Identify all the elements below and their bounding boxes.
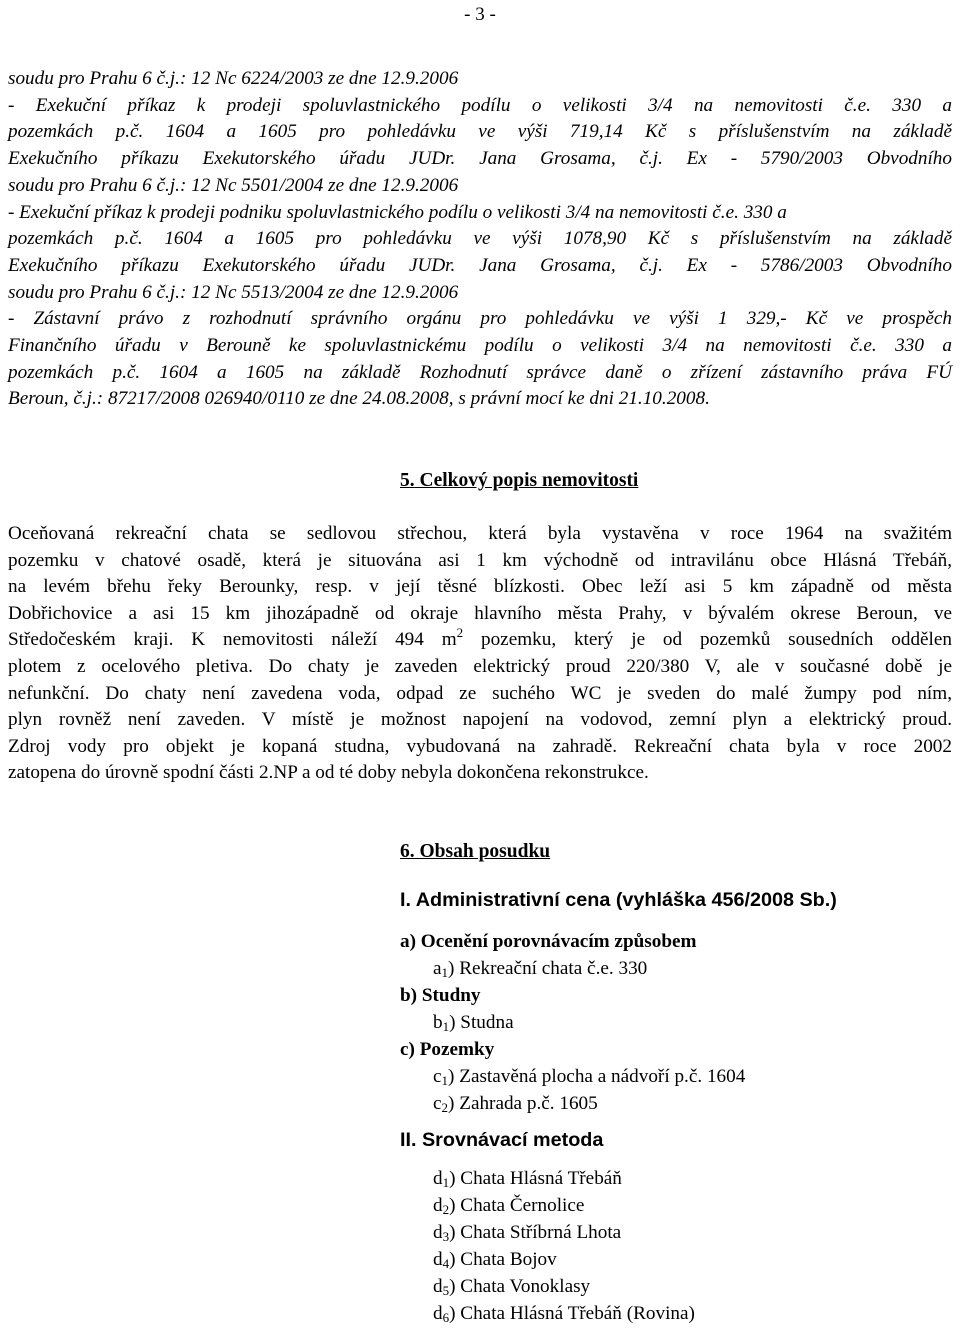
item-index: 1 [442,1019,450,1034]
list-item [400,1300,695,1327]
item-letter: d [433,1168,443,1189]
item-letter: c [433,1066,442,1087]
group-heading: b) Studny [400,985,481,1006]
item-index: 2 [442,1202,450,1217]
list-item [400,955,745,982]
item-index: 2 [441,1100,449,1115]
legal-line: - Exekuční příkaz k prodeji spoluvlastnického podílu o velikosti 3/4 na nemovitosti č.e. 330 a [8,94,952,116]
legal-line: soudu pro Prahu 6 č.j.: 12 Nc 6224/2003 ze dne 12.9.2006 [8,68,459,89]
item-text: ) Chata Hlásná Třebáň (Rovina) [449,1303,695,1324]
part-one-heading: I. Administrativní cena (vyhláška 456/2008 Sb.) [400,889,837,911]
legal-line: - Exekuční příkaz k prodeji podniku spoluvlastnického podílu o velikosti 3/4 na nemovitosti č.e. 330 a [8,201,787,223]
description-line: Dobřichovice a asi 15 km jihozápadně od okraje hlavního města Prahy, v bývalém okrese Beroun, ve [8,602,952,624]
description-line: Oceňovaná rekreační chata se sedlovou střechou, která byla vystavěna v roce 1964 na svažitém [8,523,952,544]
list-item [400,1219,695,1246]
item-text: ) Chata Bojov [449,1249,557,1270]
description-line: pozemku v chatové osadě, která je situována asi 1 km východně od intravilánu obce Hlásná Třebáň, [8,549,952,571]
item-index: 4 [442,1256,450,1271]
item-index: 5 [442,1283,450,1298]
group-heading: a) Ocenění porovnávacím způsobem [400,931,697,952]
list-item [400,1246,695,1273]
legal-line: pozemkách p.č. 1604 a 1605 pro pohledávku ve výši 719,14 Kč s příslušenstvím na základě [8,121,952,143]
list-item [400,1090,745,1117]
legal-line: Exekučního příkazu Exekutorského úřadu JUDr. Jana Grosama, č.j. Ex - 5786/2003 Obvodního [8,254,952,276]
item-letter: d [433,1222,443,1243]
description-line [8,627,952,654]
item-index: 1 [441,1073,449,1088]
item-letter: b [433,1012,443,1033]
area-unit-superscript: 2 [456,625,464,641]
legal-line: Finančního úřadu v Berouně ke spoluvlastnickému podílu o velikosti 3/4 na nemovitosti č.e. 330 a [8,335,952,357]
legal-line: - Zástavní právo z rozhodnutí správního orgánu pro pohledávku ve výši 1 329,- Kč ve prospěch [8,308,952,330]
item-index: 1 [441,965,449,980]
item-text: ) Zahrada p.č. 1605 [448,1093,598,1114]
property-description [8,521,952,787]
list-item [400,1063,745,1090]
list-item [400,1273,695,1300]
legal-line: pozemkách p.č. 1604 a 1605 pro pohledávku ve výši 1078,90 Kč s příslušenstvím na základě [8,228,952,250]
list-item [400,1165,695,1192]
legal-line: soudu pro Prahu 6 č.j.: 12 Nc 5501/2004 ze dne 12.9.2006 [8,174,459,196]
item-index: 6 [442,1310,450,1325]
area-text: Středočeském kraji. K nemovitosti náleží 494 m [8,629,457,651]
item-letter: d [433,1249,443,1270]
list-item [400,1009,745,1036]
part-two-heading: II. Srovnávací metoda [400,1129,604,1151]
page-number: - 3 - [464,4,496,25]
item-letter: d [433,1303,443,1324]
item-text: ) Zastavěná plocha a nádvoří p.č. 1604 [448,1066,746,1087]
section-5-heading [400,470,638,492]
legal-line: pozemkách p.č. 1604 a 1605 na základě Rozhodnutí správce daně o zřízení zástavního práva FÚ [8,361,952,383]
part-one-list [400,928,745,1117]
item-text: ) Chata Hlásná Třebáň [449,1168,622,1189]
description-line: zatopena do úrovně spodní části 2.NP a od té doby nebyla dokončena rekonstrukce. [8,762,649,784]
legal-line: soudu pro Prahu 6 č.j.: 12 Nc 5513/2004 ze dne 12.9.2006 [8,281,459,303]
item-index: 1 [442,1175,450,1190]
description-line: na levém břehu řeky Berounky, resp. v její těsné blízkosti. Obec leží asi 5 km západně od města [8,576,952,598]
section-5-title: Celkový popis nemovitosti [419,470,639,491]
section-5-number: 5. [400,470,415,491]
group-heading: c) Pozemky [400,1039,495,1060]
legal-line: Exekučního příkazu Exekutorského úřadu JUDr. Jana Grosama, č.j. Ex - 5790/2003 Obvodního [8,148,952,170]
item-letter: d [433,1276,443,1297]
part-two-list [400,1165,695,1327]
item-text: ) Chata Černolice [449,1195,585,1216]
description-line: Zdroj vody pro objekt je kopaná studna, vybudovaná na zahradě. Rekreační chata byla v roce 2002 [8,735,952,757]
item-text: ) Chata Stříbrná Lhota [449,1222,622,1243]
section-6-heading: 6. Obsah posudku [400,841,551,862]
item-letter: c [433,1093,442,1114]
description-line: plyn rovněž není zaveden. V místě je možnost napojení na vodovod, zemní plyn a elektrický proud. [8,709,952,731]
area-text-rest: pozemku, který je od pozemků sousedních oddělen [463,629,952,651]
legal-encumbrances [8,66,952,413]
item-letter: a [433,958,442,979]
item-text: ) Studna [449,1012,514,1033]
item-letter: d [433,1195,443,1216]
item-index: 3 [442,1229,450,1244]
legal-line: Beroun, č.j.: 87217/2008 026940/0110 ze dne 24.08.2008, s právní mocí ke dni 21.10.2008. [8,388,710,410]
description-line: nefunkční. Do chaty není zavedena voda, odpad ze suchého WC je sveden do malé žumpy pod ním, [8,682,952,704]
item-text: ) Rekreační chata č.e. 330 [448,958,648,979]
list-item [400,1192,695,1219]
description-line: plotem z ocelového pletiva. Do chaty je zaveden elektrický proud 220/380 V, ale v současné době je [8,655,952,677]
item-text: ) Chata Vonoklasy [449,1276,591,1297]
